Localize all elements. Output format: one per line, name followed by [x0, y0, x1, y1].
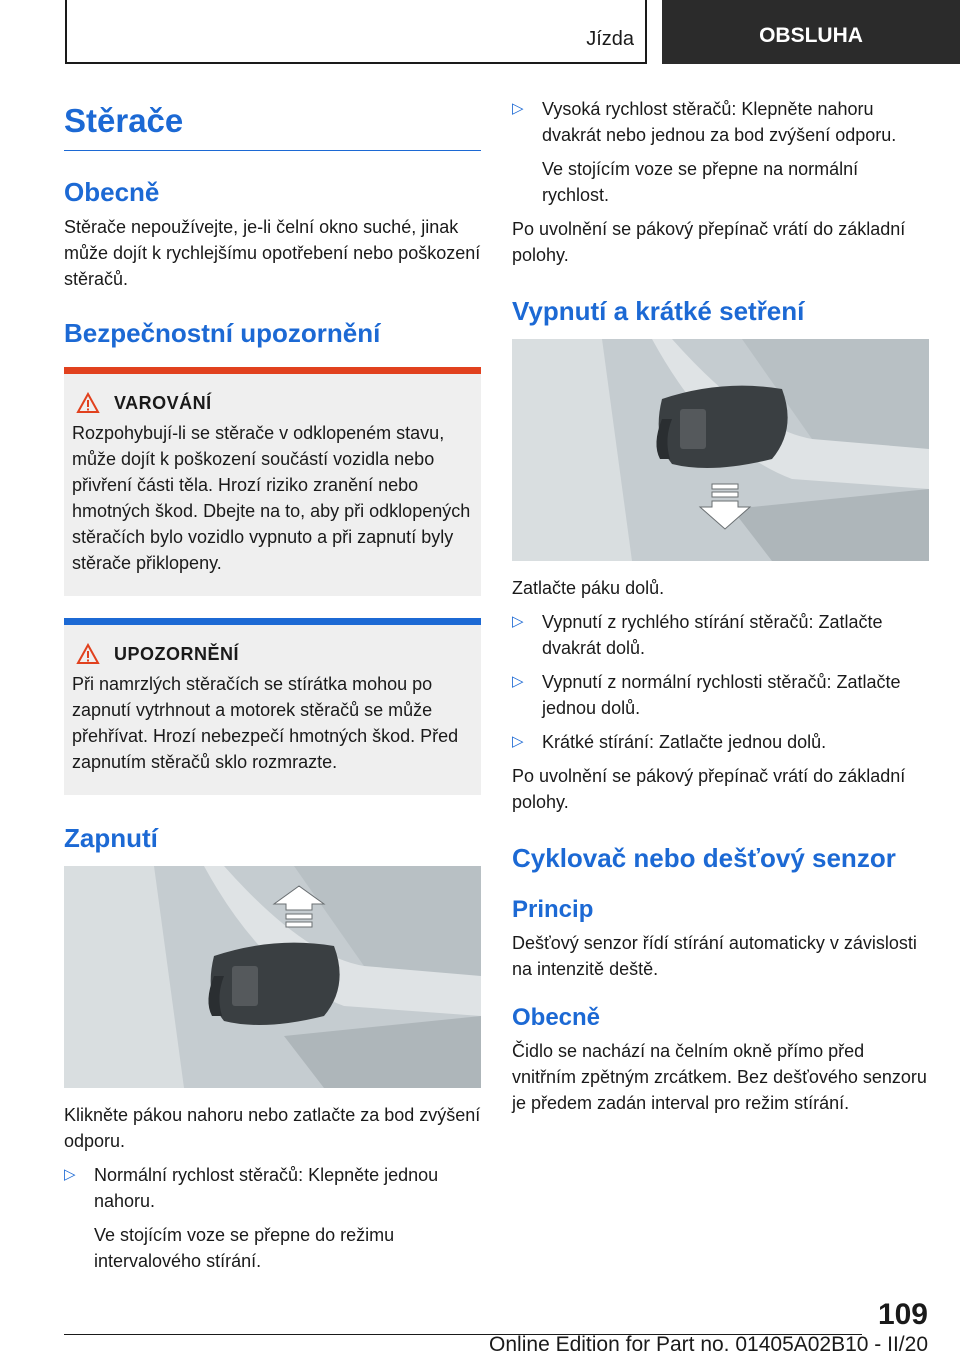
- triangle-bullet-icon: ▷: [512, 673, 524, 690]
- off-heading: Vypnutí a krátké setření: [512, 296, 805, 326]
- header-section: Jízda: [586, 28, 634, 50]
- page-number: 109: [877, 1298, 928, 1331]
- general2-heading: Obecně: [512, 1004, 601, 1031]
- list-item-subtext: Ve stojícím voze se přepne do režimu intervalového stírání.: [94, 1225, 395, 1271]
- notice-title: UPOZORNĚNÍ: [114, 643, 240, 664]
- off-text: Zatlačte páku dolů.: [512, 578, 665, 598]
- list-item-text: Normální rychlost stěračů: Klepněte jednou nahoru.: [94, 1165, 439, 1211]
- header-frame: [65, 0, 647, 64]
- triangle-bullet-icon: ▷: [64, 1166, 76, 1183]
- list-item-subtext: Ve stojícím voze se přepne na normální rychlost.: [542, 159, 859, 205]
- list-item-text: Vypnutí z rychlého stírání stěračů: Zatlačte dvakrát dolů.: [542, 612, 883, 658]
- right-column: [512, 96, 929, 1124]
- triangle-bullet-icon: ▷: [512, 613, 524, 630]
- safety-heading: Bezpečnostní upozornění: [64, 318, 381, 348]
- list-item-text: Vysoká rychlost stěračů: Klepněte nahoru dvakrát nebo jednou za bod zvýšení odporu.: [542, 99, 897, 145]
- warning-header: [72, 392, 473, 414]
- warning-text: Rozpohybují-li se stěrače v odklopeném stavu, může dojít k poškození součástí vozidla nebo přivření části těla. Hrozí riziko zranění nebo hmotných škod. Dbejte na to, aby při odklopených stěračích bylo vozidlo vypnuto a při zapnutí byly stěrače přiklopeny.: [72, 423, 471, 573]
- general2-text: Čidlo se nachází na čelním okně přímo před vnitřním zpětným zrcátkem. Bez dešťového senzoru je předem zadán interval pro režim stírání.: [512, 1041, 927, 1113]
- warning-box: [64, 367, 481, 596]
- general-heading: Obecně: [64, 177, 160, 207]
- on-heading: Zapnutí: [64, 823, 158, 853]
- footer-edition: Online Edition for Part no. 01405A02B10 - II/20: [489, 1333, 928, 1356]
- notice-header: [72, 643, 473, 665]
- return-text: Po uvolnění se pákový přepínač vrátí do základní polohy.: [512, 219, 906, 265]
- notice-triangle-icon: [76, 643, 100, 665]
- triangle-bullet-icon: ▷: [512, 100, 524, 117]
- principle-heading: Princip: [512, 896, 594, 923]
- list-item: [512, 669, 929, 721]
- notice-box: [64, 618, 481, 795]
- return-text-2: Po uvolnění se pákový přepínač vrátí do základní polohy.: [512, 766, 906, 812]
- list-item: [512, 96, 929, 148]
- wiper-stalk-down-illustration: [512, 339, 929, 561]
- triangle-bullet-icon: ▷: [512, 733, 524, 750]
- on-text: Klikněte pákou nahoru nebo zatlačte za bod zvýšení odporu.: [64, 1105, 481, 1151]
- principle-text: Dešťový senzor řídí stírání automaticky v závislosti na intenzitě deště.: [512, 933, 917, 979]
- header-chapter: OBSLUHA: [662, 0, 960, 64]
- page-title: Stěrače: [64, 102, 481, 151]
- notice-text: Při namrzlých stěračích se stírátka mohou po zapnutí vytrhnout a motorek stěračů se může přehřívat. Hrozí nebezpečí hmotných škod. Před zapnutím stěračů sklo rozmrazte.: [72, 674, 459, 772]
- wiper-stalk-up-photo: [64, 866, 481, 1088]
- general-text: Stěrače nepoužívejte, je-li čelní okno suché, jinak může dojít k rychlejšímu opotřebení nebo poškození stěračů.: [64, 217, 481, 289]
- list-item-text: Krátké stírání: Zatlačte jednou dolů.: [542, 732, 827, 752]
- wiper-stalk-up-illustration: [64, 866, 481, 1088]
- list-item: [64, 1162, 481, 1214]
- wiper-stalk-down-photo: [512, 339, 929, 561]
- left-column: [64, 96, 481, 1282]
- warning-triangle-icon: [76, 392, 100, 414]
- list-item: [512, 609, 929, 661]
- list-item-text: Vypnutí z normální rychlosti stěračů: Zatlačte jednou dolů.: [542, 672, 901, 718]
- list-item: [512, 729, 929, 755]
- warning-title: VAROVÁNÍ: [114, 392, 212, 413]
- cycle-heading: Cyklovač nebo dešťový senzor: [512, 843, 896, 873]
